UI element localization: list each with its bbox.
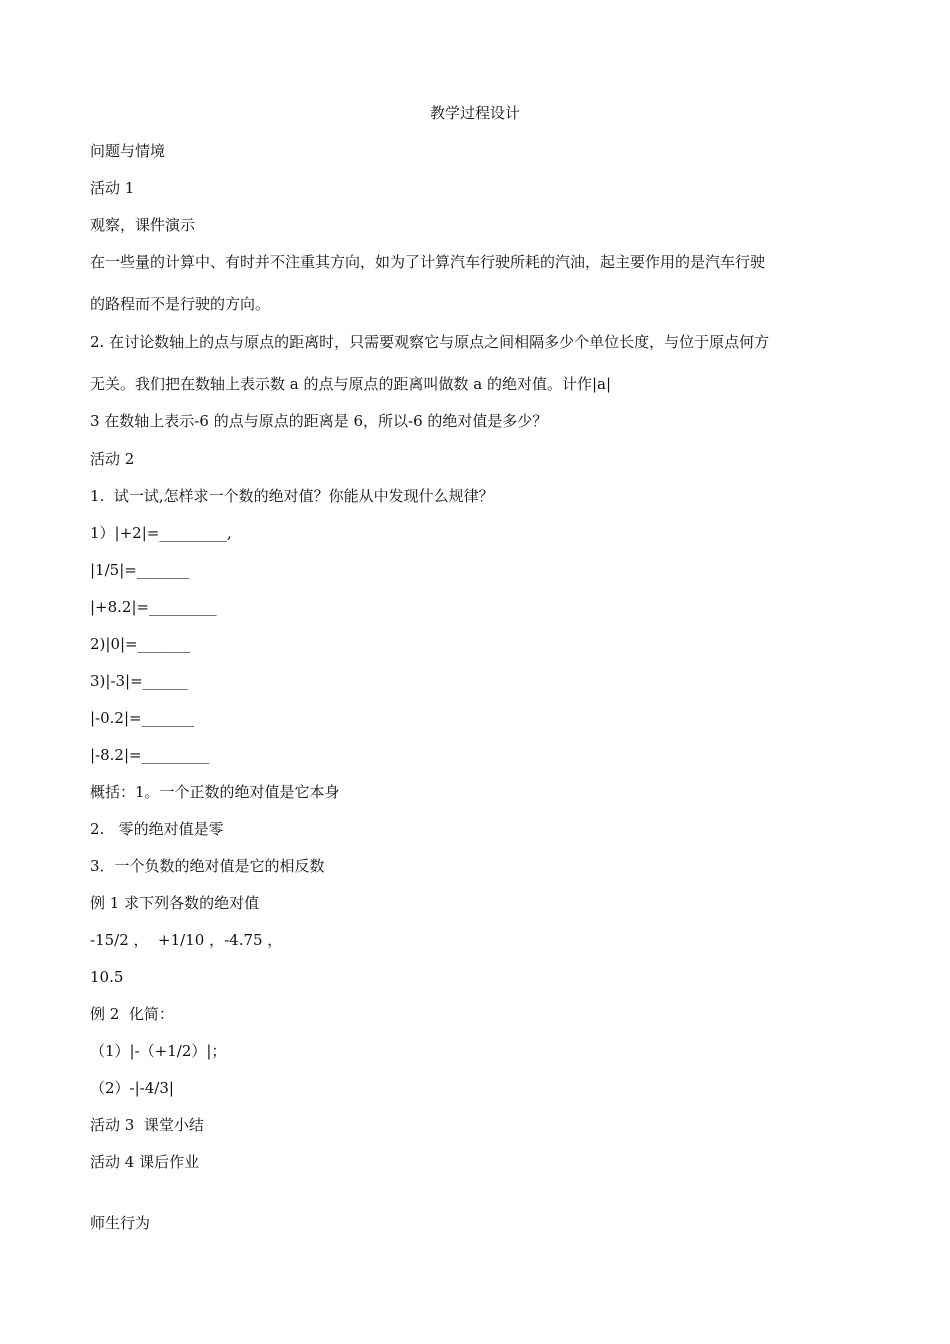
text-line-5: 的路程而不是行驶的方向。	[90, 295, 271, 313]
text-line-2: 活动 1	[90, 179, 135, 197]
text-line-12: |1/5|=_______	[90, 561, 190, 579]
text-line-23: 10.5	[90, 968, 124, 986]
text-line-28: 活动 4 课后作业	[90, 1153, 200, 1171]
text-line-3: 观察，课件演示	[90, 216, 196, 234]
text-line-6: 2. 在讨论数轴上的点与原点的距离时，只需要观察它与原点之间相隔多少个单位长度，与位于原点何方	[90, 333, 770, 351]
text-line-25: （1）|-（+1/2）|；	[90, 1042, 227, 1060]
text-line-24: 例 2 化简：	[90, 1005, 174, 1023]
text-line-18: 概括：1。一个正数的绝对值是它本身	[90, 783, 340, 801]
text-line-22: -15/2 ， +1/10 ，-4.75 ，	[90, 931, 283, 949]
text-line-10: 1. 试一试,怎样求一个数的绝对值？你能从中发现什么规律？	[90, 487, 494, 505]
text-line-9: 活动 2	[90, 450, 135, 468]
text-line-4: 在一些量的计算中、有时并不注重其方向，如为了计算汽车行驶所耗的汽油，起主要作用的是汽车行驶	[90, 253, 766, 271]
text-line-19: 2. 零的绝对值是零	[90, 820, 224, 838]
text-line-17: |-8.2|=_________	[90, 746, 210, 764]
text-line-1: 问题与情境	[90, 142, 166, 160]
text-line-14: 2)|0|=_______	[90, 635, 191, 653]
text-line-11: 1）|+2|=_________,	[90, 524, 232, 542]
text-line-16: |-0.2|=_______	[90, 709, 195, 727]
text-line-29: 师生行为	[90, 1214, 151, 1232]
text-line-26: （2）-|-4/3|	[90, 1079, 174, 1097]
text-line-8: 3 在数轴上表示-6 的点与原点的距离是 6，所以-6 的绝对值是多少？	[90, 412, 548, 430]
text-line-27: 活动 3 课堂小结	[90, 1116, 204, 1134]
text-line-21: 例 1 求下列各数的绝对值	[90, 894, 260, 912]
text-line-7: 无关。我们把在数轴上表示数 a 的点与原点的距离叫做数 a 的绝对值。计作|a|	[90, 375, 612, 393]
text-line-20: 3．一个负数的绝对值是它的相反数	[90, 857, 325, 875]
page-title: 教学过程设计	[429, 104, 520, 122]
text-line-15: 3)|-3|=______	[90, 672, 188, 690]
text-line-13: |+8.2|=_________	[90, 598, 217, 616]
